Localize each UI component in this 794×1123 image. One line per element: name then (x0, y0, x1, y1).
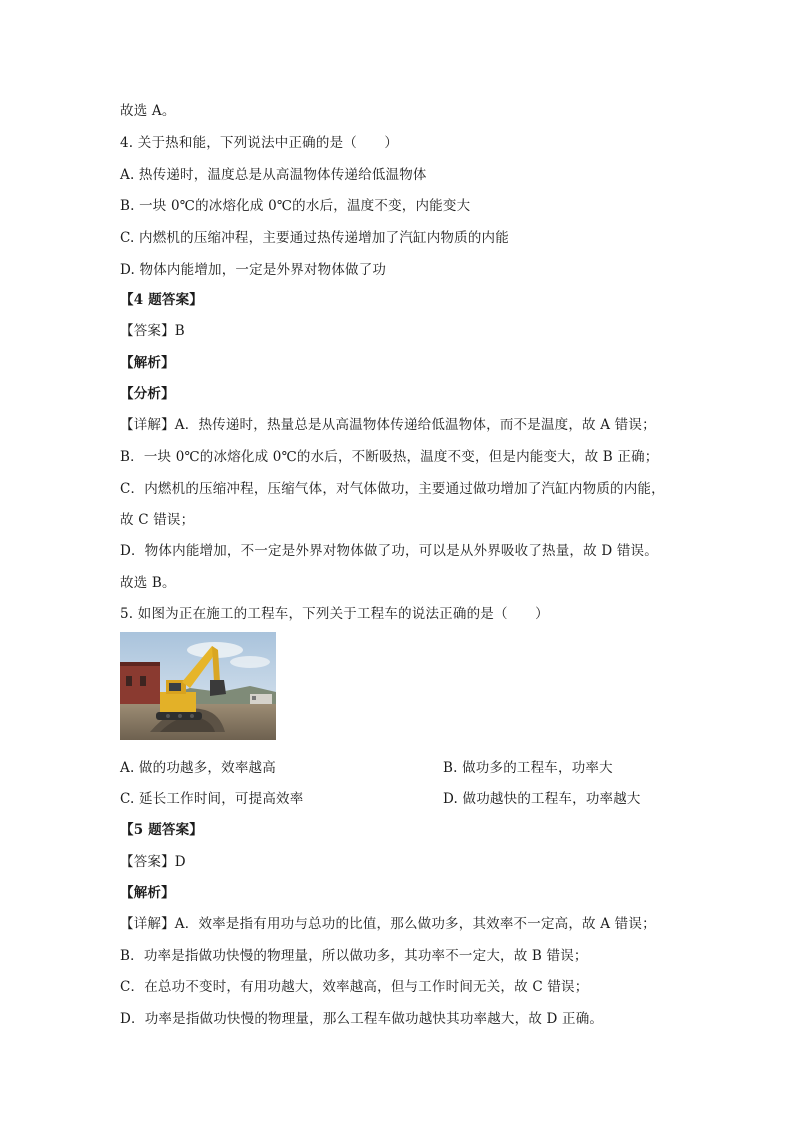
question-4-answer: 【答案】B (120, 323, 185, 339)
question-5-detail-c: C．在总功不变时，有用功越大，效率越高，但与工作时间无关，故 C 错误； (120, 979, 589, 995)
question-5-detail-d: D．功率是指做功快慢的物理量，那么工程车做功越快其功率越大，故 D 正确。 (120, 1011, 604, 1027)
question-4-conclusion: 故选 B。 (120, 575, 176, 591)
question-4-analysis-sub-heading: 【分析】 (120, 386, 175, 402)
question-4-detail-c: C．内燃机的压缩冲程，压缩气体，对气体做功，主要通过做功增加了汽缸内物质的内能， (120, 481, 665, 497)
question-4-answer-heading: 【4 题答案】 (120, 292, 203, 308)
question-5-analysis-heading: 【解析】 (120, 885, 175, 901)
text-line: 故选 A。 (120, 103, 176, 119)
question-4-option-a: A. 热传递时，温度总是从高温物体传递给低温物体 (120, 167, 427, 183)
question-4-detail-c-cont: 故 C 错误； (120, 512, 195, 528)
question-5-detail-b: B．功率是指做功快慢的物理量，所以做功多，其功率不一定大，故 B 错误； (120, 948, 588, 964)
question-5-option-d: D. 做功越快的工程车，功率越大 (443, 791, 641, 807)
question-4-option-c: C. 内燃机的压缩冲程，主要通过热传递增加了汽缸内物质的内能 (120, 230, 509, 246)
question-5-stem: 5. 如图为正在施工的工程车，下列关于工程车的说法正确的是（ ） (120, 606, 549, 622)
question-4-detail-d: D．物体内能增加，不一定是外界对物体做了功，可以是从外界吸收了热量，故 D 错误。 (120, 543, 658, 559)
excavator-photo (120, 632, 276, 740)
question-5-answer-heading: 【5 题答案】 (120, 822, 203, 838)
excavator-illustration (120, 632, 276, 740)
question-4-option-b: B. 一块 0℃的冰熔化成 0℃的水后，温度不变，内能变大 (120, 198, 471, 214)
question-5-detail-a: 【详解】A．效率是指有用功与总功的比值，那么做功多，其效率不一定高，故 A 错误； (120, 916, 656, 932)
question-4-option-d: D. 物体内能增加，一定是外界对物体做了功 (120, 262, 387, 278)
question-4-detail-a: 【详解】A．热传递时，热量总是从高温物体传递给低温物体，而不是温度，故 A 错误； (120, 417, 656, 433)
question-5-answer: 【答案】D (120, 854, 186, 870)
question-5-option-b: B. 做功多的工程车，功率大 (443, 760, 613, 776)
question-4-stem: 4. 关于热和能，下列说法中正确的是（ ） (120, 135, 399, 151)
question-5-option-c: C. 延长工作时间，可提高效率 (120, 791, 304, 807)
question-5-option-a: A. 做的功越多，效率越高 (120, 760, 276, 776)
question-4-analysis-heading: 【解析】 (120, 355, 175, 371)
question-4-detail-b: B．一块 0℃的冰熔化成 0℃的水后，不断吸热，温度不变，但是内能变大，故 B 正确； (120, 449, 659, 465)
